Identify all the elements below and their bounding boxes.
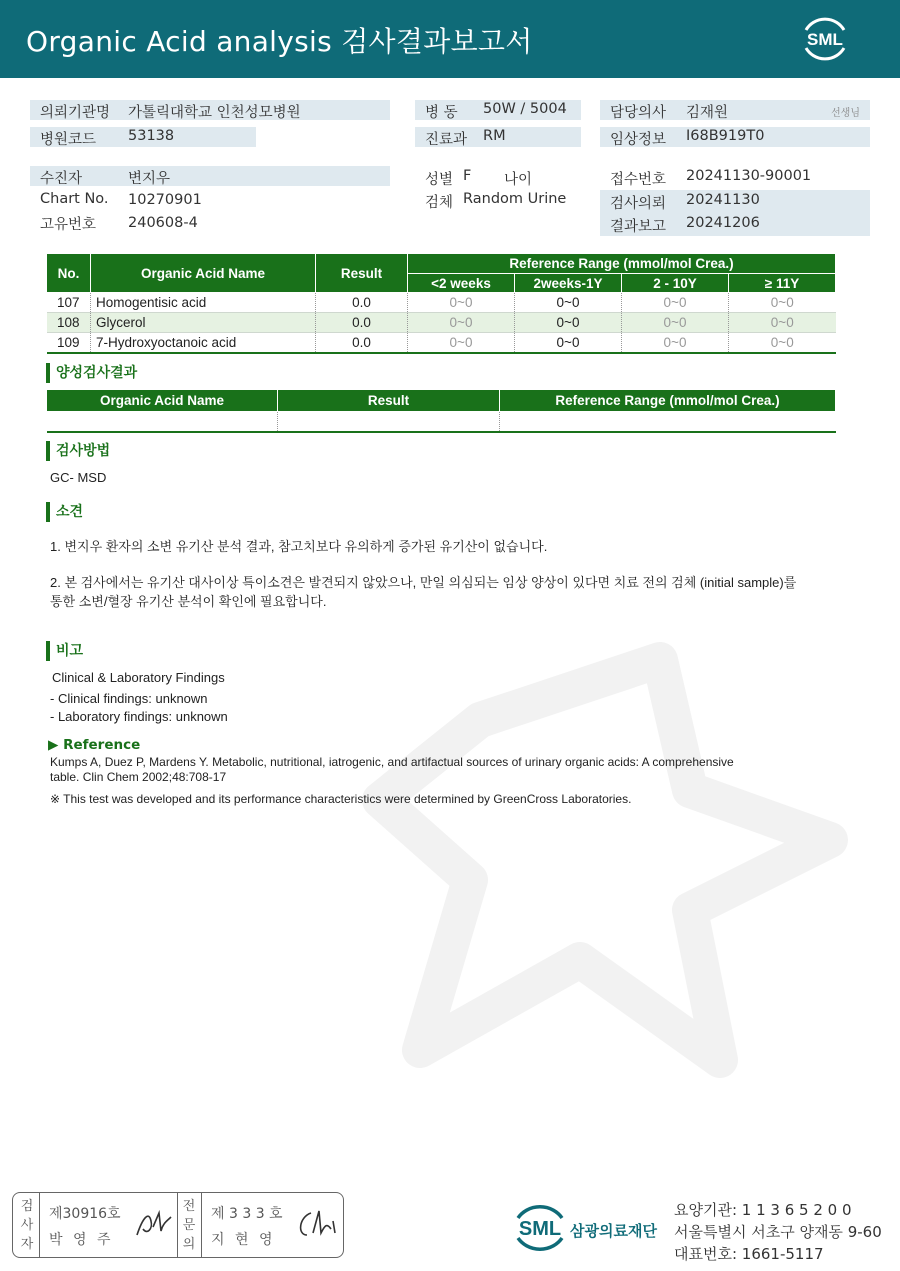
remarks-line-2: - Clinical findings: unknown [50, 691, 208, 706]
triangle-icon: ▶ [48, 737, 64, 753]
results-table [46, 253, 836, 354]
examiner-name: 박 영 주 [49, 1232, 114, 1248]
doctor-row [600, 100, 870, 120]
report-title: Organic Acid analysis 검사결과보고서 [26, 25, 533, 58]
range-header: 2weeks-1Y [515, 274, 622, 293]
logo-text: SML [807, 30, 843, 49]
opinion-line-1: 1. 변지우 환자의 소변 유기산 분석 결과, 참고치보다 유의하게 증가된 유기산이 없습니다. [50, 539, 548, 554]
row-range: 0~0 [622, 313, 729, 333]
examiner-signature-icon [133, 1207, 173, 1241]
table-row [47, 293, 836, 313]
chart-value: 10270901 [128, 192, 202, 208]
reference-note: ※ This test was developed and its performance characteristics were determined by GreenCross Laboratories. [50, 792, 632, 806]
sml-logo-icon [800, 14, 850, 64]
receipt-value: 20241130-90001 [686, 168, 812, 184]
institution-row [30, 100, 390, 120]
range-header: <2 weeks [408, 274, 515, 293]
row-result: 0.0 [316, 313, 408, 333]
footer-address: 서울특별시 서초구 양재동 9-60 [674, 1223, 882, 1241]
method-text: GC- MSD [50, 470, 107, 485]
request-label: 검사의뢰 [610, 196, 667, 212]
row-range: 0~0 [729, 293, 836, 313]
empty-cell [500, 412, 836, 432]
specialist-vertical-label: 전 문 의 [182, 1199, 196, 1252]
row-name: Homogentisic acid [91, 293, 316, 313]
positive-heading: 양성검사결과 [46, 363, 137, 383]
specimen-label: 검체 [425, 195, 454, 211]
row-range: 0~0 [729, 313, 836, 333]
patient-label: 수진자 [40, 171, 83, 187]
clinical-value: I68B919T0 [686, 128, 765, 144]
empty-cell [47, 412, 278, 432]
clinical-label: 임상정보 [610, 132, 667, 148]
signature-box [12, 1192, 344, 1258]
specialist-signature-icon [295, 1207, 337, 1241]
row-name: 7-Hydroxyoctanoic acid [91, 333, 316, 353]
sex-label: 성별 [425, 172, 454, 188]
ward-row [415, 100, 581, 120]
specialist-number: 제 3 3 3 호 [211, 1206, 283, 1222]
col-ref-header: Reference Range (mmol/mol Crea.) [408, 254, 836, 274]
reference-heading [48, 737, 140, 753]
specimen-value: Random Urine [463, 191, 567, 207]
range-header: 2 - 10Y [622, 274, 729, 293]
positive-col-result: Result [278, 390, 500, 412]
table-row [47, 333, 836, 353]
row-result: 0.0 [316, 333, 408, 353]
hospital-code-value: 53138 [128, 128, 175, 144]
footer-code: 요양기관: 1 1 3 6 5 2 0 0 [674, 1201, 852, 1219]
row-name: Glycerol [91, 313, 316, 333]
positive-col-ref: Reference Range (mmol/mol Crea.) [500, 390, 836, 412]
divider [201, 1193, 202, 1257]
opinion-line-2: 2. 본 검사에서는 유기산 대사이상 특이소견은 발견되지 않았으나, 만일 의심되는 임상 양상이 있다면 치료 전의 검체 (initial sample)를 [50, 575, 797, 590]
footer-sml-logo-icon [510, 1200, 570, 1256]
request-value: 20241130 [686, 192, 760, 208]
ward-label: 병 동 [425, 105, 458, 121]
report-value: 20241206 [686, 215, 760, 231]
remarks-line-1: Clinical & Laboratory Findings [52, 670, 225, 685]
row-no: 109 [47, 333, 91, 353]
clinical-row [600, 127, 870, 147]
remarks-heading: 비고 [46, 641, 83, 661]
reference-line-1: Kumps A, Duez P, Mardens Y. Metabolic, nutritional, iatrogenic, and artifactual sources of urinary organic acids: A comprehensive [50, 755, 734, 769]
row-range: 0~0 [622, 293, 729, 313]
receipt-label: 접수번호 [610, 172, 667, 188]
watermark-logo-icon [360, 630, 880, 1100]
doctor-suffix: 선생님 [831, 108, 860, 119]
age-label: 나이 [504, 172, 533, 188]
doctor-label: 담당의사 [610, 105, 667, 121]
row-no: 108 [47, 313, 91, 333]
reference-heading-label: Reference [63, 737, 141, 753]
unique-value: 240608-4 [128, 215, 198, 231]
ward-value: 50W / 5004 [483, 101, 567, 117]
report-label: 결과보고 [610, 219, 667, 235]
col-name-header: Organic Acid Name [91, 254, 316, 293]
footer-logo-text: SML [518, 1218, 562, 1240]
col-result-header: Result [316, 254, 408, 293]
row-no: 107 [47, 293, 91, 313]
row-range: 0~0 [408, 333, 515, 353]
dept-row [415, 127, 581, 147]
patient-row [30, 166, 390, 186]
row-range: 0~0 [408, 293, 515, 313]
examiner-vertical-label: 검 사 자 [20, 1199, 34, 1252]
row-range: 0~0 [515, 313, 622, 333]
opinion-line-3: 통한 소변/혈장 유기산 분석이 확인에 필요합니다. [50, 594, 327, 609]
reference-line-2: table. Clin Chem 2002;48:708-17 [50, 770, 227, 784]
positive-table [46, 389, 836, 433]
range-header: ≥ 11Y [729, 274, 836, 293]
doctor-value: 김재원 [686, 105, 729, 121]
patient-value: 변지우 [128, 171, 171, 187]
row-range: 0~0 [729, 333, 836, 353]
divider [177, 1193, 178, 1257]
row-range: 0~0 [515, 333, 622, 353]
remarks-line-3: - Laboratory findings: unknown [50, 709, 228, 724]
hospital-code-label: 병원코드 [40, 132, 97, 148]
dept-value: RM [483, 128, 506, 144]
institution-value: 가톨릭대학교 인천성모병원 [128, 105, 301, 121]
hospital-code-row [30, 127, 256, 147]
unique-label: 고유번호 [40, 217, 97, 233]
opinion-heading: 소견 [46, 502, 83, 522]
chart-label: Chart No. [40, 191, 109, 207]
footer-org-name: 삼광의료재단 [570, 1222, 657, 1240]
row-range: 0~0 [408, 313, 515, 333]
row-result: 0.0 [316, 293, 408, 313]
institution-label: 의뢰기관명 [40, 105, 111, 121]
method-heading: 검사방법 [46, 441, 110, 461]
positive-col-name: Organic Acid Name [47, 390, 278, 412]
dates-block [600, 190, 870, 236]
footer-phone: 대표번호: 1661-5117 [674, 1245, 824, 1263]
empty-cell [278, 412, 500, 432]
specialist-name: 지 현 영 [211, 1232, 276, 1248]
divider [39, 1193, 40, 1257]
row-range: 0~0 [622, 333, 729, 353]
sex-value: F [463, 168, 472, 184]
dept-label: 진료과 [425, 132, 468, 148]
row-range: 0~0 [515, 293, 622, 313]
examiner-number: 제30916호 [49, 1206, 121, 1222]
table-row [47, 313, 836, 333]
report-header [0, 0, 900, 78]
table-row [47, 412, 836, 432]
col-no-header: No. [47, 254, 91, 293]
